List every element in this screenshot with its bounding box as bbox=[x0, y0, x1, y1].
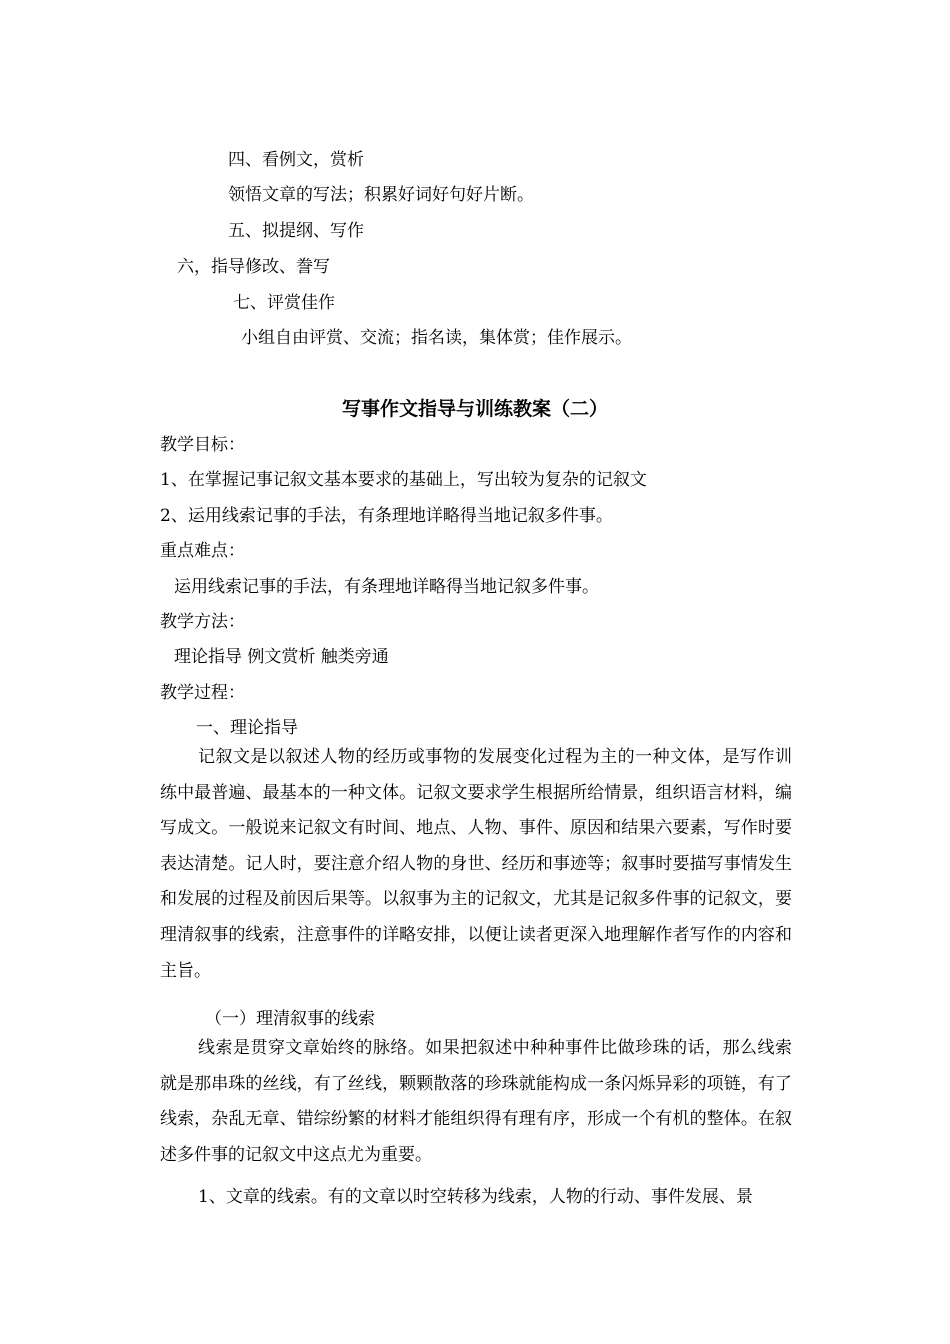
section-label-key-points: 重点难点： bbox=[160, 541, 245, 561]
goal-item-1: 1、在掌握记事记叙文基本要求的基础上，写出较为复杂的记叙文 bbox=[160, 470, 647, 490]
outline-item-7-detail: 小组自由评赏、交流；指名读，集体赏；佳作展示。 bbox=[241, 328, 632, 348]
goal-item-2: 2、运用线索记事的手法，有条理地详略得当地记叙多件事。 bbox=[160, 506, 613, 526]
methods-text: 理论指导 例文赏析 触类旁通 bbox=[174, 647, 389, 667]
section-label-methods: 教学方法： bbox=[160, 612, 245, 632]
section-label-process: 教学过程： bbox=[160, 683, 245, 703]
outline-item-7: 七、评赏佳作 bbox=[233, 293, 335, 313]
outline-item-6: 六，指导修改、誊写 bbox=[177, 257, 330, 277]
paragraph-clue-description: 线索是贯穿文章始终的脉络。如果把叙述中种种事件比做珍珠的话，那么线索就是那串珠的丝线，有了丝线，颗颗散落的珍珠就能构成一条闪烁异彩的项链，有了线索，杂乱无章、错综纷繁的材料才能组织得有理有序，形成一个有机的整体。在叙述多件事的记叙文中这点尤为重要。 bbox=[160, 1038, 792, 1165]
paragraph-narrative-definition: 记叙文是以叙述人物的经历或事物的发展变化过程为主的一种文体，是写作训练中最普遍、最基本的一种文体。记叙文要求学生根据所给情景，组织语言材料，编写成文。一般说来记叙文有时间、地点、人物、事件、原因和结果六要素，写作时要表达清楚。记人时，要注意介绍人物的身世、经历和事迹等；叙事时要描写事情发生和发展的过程及前因后果等。以叙事为主的记叙文，尤其是记叙多件事的记叙文，要理清叙事的线索，注意事件的详略安排，以便让读者更深入地理解作者写作的内容和主旨。 bbox=[160, 747, 792, 981]
outline-item-4-detail: 领悟文章的写法；积累好词好句好片断。 bbox=[228, 185, 534, 205]
document-title: 写事作文指导与训练教案（二） bbox=[341, 398, 608, 420]
outline-item-4: 四、看例文，赏析 bbox=[228, 150, 364, 170]
subheading-clue: （一）理清叙事的线索 bbox=[205, 1009, 375, 1029]
paragraph-article-clue: 1、文章的线索。有的文章以时空转移为线索，人物的行动、事件发展、景 bbox=[198, 1187, 753, 1207]
process-heading-1: 一、理论指导 bbox=[196, 718, 298, 738]
outline-item-5: 五、拟提纲、写作 bbox=[228, 221, 364, 241]
section-label-goals: 教学目标： bbox=[160, 435, 245, 455]
key-points-text: 运用线索记事的手法，有条理地详略得当地记叙多件事。 bbox=[174, 577, 599, 597]
